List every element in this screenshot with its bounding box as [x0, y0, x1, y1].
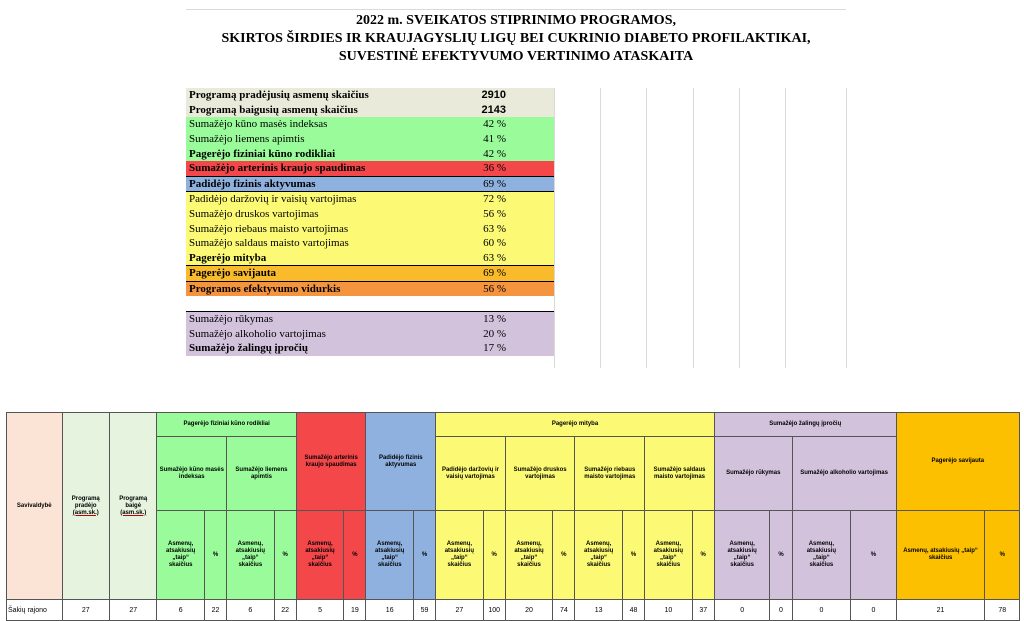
summary-label: Programą baigusių asmenų skaičius	[186, 103, 373, 118]
summary-label: Sumažėjo kūno masės indeksas	[186, 117, 373, 132]
cell-alkoholis-count: 0	[792, 600, 851, 621]
report-title	[186, 12, 846, 66]
summary-row	[186, 146, 554, 161]
gridline	[693, 88, 694, 368]
summary-value: 42 %	[373, 117, 554, 132]
summary-label: Sumažėjo riebaus maisto vartojimas	[186, 221, 373, 236]
summary-row	[186, 311, 554, 326]
summary-value: 63 %	[373, 251, 554, 266]
summary-value: 42 %	[373, 146, 554, 161]
title-line-1: 2022 m. SVEIKATOS STIPRINIMO PROGRAMOS,	[356, 13, 676, 28]
group-mityba: Pagerėjo mityba	[436, 413, 715, 437]
cell-aktyvumas-count: 16	[366, 600, 413, 621]
col-pct: %	[413, 511, 435, 600]
row-municipality: Šakių rajono	[7, 600, 63, 621]
sub-druska: Sumažėjo druskos vartojimas	[505, 437, 575, 511]
summary-row	[186, 281, 554, 296]
col-count-mid: atsakiusių	[584, 548, 614, 554]
cell-riebus-pct: 48	[622, 600, 644, 621]
col-count-prefix: Asmenų,	[167, 541, 194, 547]
sub-liemuo: Sumažėjo liemens apimtis	[227, 437, 297, 511]
municipality-table	[6, 412, 1020, 621]
cell-rukymas-pct: 0	[770, 600, 792, 621]
gridline	[846, 88, 847, 368]
summary-value: 56 %	[373, 281, 554, 296]
col-count-prefix: Asmenų,	[377, 541, 403, 547]
cell-spaudimas-pct: 19	[344, 600, 366, 621]
col-count	[645, 511, 692, 600]
col-count-mid: atsakiusių	[806, 548, 837, 554]
summary-value: 72 %	[373, 192, 554, 207]
col-count-suffix: skaičius	[809, 562, 834, 568]
summary-row	[186, 192, 554, 207]
col-count-suffix: skaičius	[168, 562, 193, 568]
header-baige-label: Programą baigė	[119, 495, 148, 509]
header-pradejo-label: Programą pradėjo	[71, 495, 100, 509]
col-count-quote: „taip“	[451, 555, 468, 561]
col-pct: %	[622, 511, 644, 600]
col-count	[792, 511, 851, 600]
gridline	[600, 88, 601, 368]
summary-row	[186, 207, 554, 222]
summary-value: 20 %	[373, 327, 554, 342]
summary-value: 36 %	[373, 161, 554, 176]
col-count-mid: atsakiusių	[305, 548, 335, 554]
cell-darzoves-count: 27	[436, 600, 483, 621]
col-count-prefix: Asmenų,	[237, 541, 263, 547]
summary-value: 56 %	[373, 207, 554, 222]
summary-value: 17 %	[373, 341, 554, 356]
col-count-prefix: Asmenų,	[586, 541, 612, 547]
summary-label: Sumažėjo arterinis kraujo spaudimas	[186, 161, 373, 176]
col-count-savijauta: Asmenų, atsakiusių „taip“ skaičius	[896, 511, 985, 600]
summary-value	[373, 296, 554, 311]
summary-label: Sumažėjo druskos vartojimas	[186, 207, 373, 222]
col-count-mid: atsakiusių	[727, 548, 757, 554]
col-count-suffix: skaičius	[586, 562, 611, 568]
col-count	[366, 511, 413, 600]
summary-row	[186, 117, 554, 132]
summary-label: Sumažėjo rūkymas	[186, 311, 373, 326]
col-count-suffix: skaičius	[238, 562, 263, 568]
gridline	[554, 88, 555, 368]
header-pradejo	[62, 413, 109, 600]
summary-value: 2143	[373, 103, 554, 118]
cell-aktyvumas-pct: 59	[413, 600, 435, 621]
cell-saldus-count: 10	[645, 600, 692, 621]
header-baige	[109, 413, 156, 600]
cell-alkoholis-pct: 0	[851, 600, 896, 621]
group-aktyvumas: Padidėjo fizinis aktyvumas	[366, 413, 436, 511]
summary-row	[186, 103, 554, 118]
data-row	[7, 600, 1020, 621]
col-count-quote: „taip“	[381, 555, 399, 561]
col-pct: %	[985, 511, 1020, 600]
col-pct: %	[274, 511, 296, 600]
col-pct: %	[770, 511, 792, 600]
summary-value: 41 %	[373, 132, 554, 147]
group-spaudimas: Sumažėjo arterinis kraujo spaudimas	[296, 413, 366, 511]
sub-kmi: Sumažėjo kūno masės indeksas	[157, 437, 227, 511]
col-count-mid: atsakiusių	[165, 548, 196, 554]
col-count-mid: atsakiusių	[375, 548, 405, 554]
summary-label: Sumažėjo liemens apimtis	[186, 132, 373, 147]
header-row-2	[7, 437, 1020, 511]
col-count	[227, 511, 274, 600]
summary-value: 69 %	[373, 176, 554, 192]
col-count-suffix: skaičius	[447, 562, 472, 568]
cell-rukymas-count: 0	[714, 600, 770, 621]
summary-row	[186, 236, 554, 251]
col-pct: %	[344, 511, 366, 600]
col-count-quote: „taip“	[590, 555, 608, 561]
col-count-suffix: skaičius	[517, 562, 541, 568]
header-savivaldybe: Savivaldybė	[7, 413, 63, 600]
cell-darzoves-pct: 100	[483, 600, 505, 621]
col-count-quote: „taip“	[311, 555, 329, 561]
sub-rukymas: Sumažėjo rūkymas	[714, 437, 792, 511]
col-count	[296, 511, 343, 600]
summary-row	[186, 221, 554, 236]
header-asm-sk: (asm.sk.)	[72, 509, 99, 516]
summary-label: Programos efektyvumo vidurkis	[186, 281, 373, 296]
summary-value: 2910	[373, 88, 554, 103]
gridline	[646, 88, 647, 368]
col-count-prefix: Asmenų,	[307, 541, 333, 547]
col-pct: %	[483, 511, 505, 600]
col-count-quote: „taip“	[660, 555, 677, 561]
col-count-mid: atsakiusių	[653, 548, 684, 554]
col-count-suffix: skaičius	[656, 562, 681, 568]
cell-riebus-count: 13	[575, 600, 622, 621]
title-line-3: SUVESTINĖ EFEKTYVUMO VERTINIMO ATASKAITA	[338, 49, 694, 64]
summary-row	[186, 88, 554, 103]
col-count-suffix: skaičius	[308, 562, 332, 568]
col-count-prefix: Asmenų,	[516, 541, 542, 547]
col-count-quote: „taip“	[241, 555, 259, 561]
summary-label	[186, 296, 373, 311]
summary-row	[186, 132, 554, 147]
col-pct: %	[553, 511, 575, 600]
cell-kmi-count: 6	[157, 600, 204, 621]
col-pct: %	[851, 511, 896, 600]
summary-row	[186, 176, 554, 192]
summary-label: Pagerėjo fiziniai kūno rodikliai	[186, 146, 373, 161]
gridline	[739, 88, 740, 368]
summary-row	[186, 327, 554, 342]
summary-value: 69 %	[373, 266, 554, 282]
sub-darzoves: Padidėjo daržovių ir vaisių vartojimas	[436, 437, 506, 511]
col-count-mid: atsakiusių	[235, 548, 265, 554]
header-asm-sk: (asm.sk.)	[120, 509, 147, 516]
col-count-mid: atsakiusių	[444, 548, 475, 554]
sub-alkoholis: Sumažėjo alkoholio vartojimas	[792, 437, 896, 511]
col-count-prefix: Asmenų,	[446, 541, 473, 547]
col-count-quote: „taip“	[520, 555, 538, 561]
col-count-suffix: skaičius	[377, 562, 402, 568]
col-count-mid: atsakiusių	[514, 548, 544, 554]
header-row-3	[7, 511, 1020, 600]
cell-baige: 27	[109, 600, 156, 621]
summary-row	[186, 251, 554, 266]
col-count-prefix: Asmenų,	[808, 541, 835, 547]
group-savijauta: Pagerėjo savijauta	[896, 413, 1019, 511]
sub-riebus: Sumažėjo riebaus maisto vartojimas	[575, 437, 645, 511]
col-count-quote: „taip“	[813, 555, 830, 561]
col-pct: %	[204, 511, 226, 600]
summary-row-spacer	[186, 296, 554, 311]
summary-value: 13 %	[373, 311, 554, 326]
summary-label: Padidėjo fizinis aktyvumas	[186, 176, 373, 192]
cell-druska-count: 20	[505, 600, 552, 621]
header-row-1	[7, 413, 1020, 437]
cell-savijauta-count: 21	[896, 600, 985, 621]
col-count-suffix: skaičius	[730, 562, 754, 568]
col-count	[505, 511, 552, 600]
cell-kmi-pct: 22	[204, 600, 226, 621]
sub-saldus: Sumažėjo saldaus maisto vartojimas	[645, 437, 715, 511]
cell-saldus-pct: 37	[692, 600, 714, 621]
cell-liemuo-count: 6	[227, 600, 274, 621]
group-fiziniai: Pagerėjo fiziniai kūno rodikliai	[157, 413, 296, 437]
col-count-prefix: Asmenų,	[729, 541, 755, 547]
summary-label: Padidėjo daržovių ir vaisių vartojimas	[186, 192, 373, 207]
gridline	[785, 88, 786, 368]
summary-value: 63 %	[373, 221, 554, 236]
cell-savijauta-pct: 78	[985, 600, 1020, 621]
summary-row	[186, 161, 554, 176]
summary-label: Pagerėjo mityba	[186, 251, 373, 266]
col-count-quote: „taip“	[733, 555, 751, 561]
summary-row	[186, 341, 554, 356]
col-count	[436, 511, 483, 600]
col-count	[157, 511, 204, 600]
cell-druska-pct: 74	[553, 600, 575, 621]
summary-label: Sumažėjo saldaus maisto vartojimas	[186, 236, 373, 251]
col-count-quote: „taip“	[172, 555, 189, 561]
col-pct: %	[692, 511, 714, 600]
cell-pradejo: 27	[62, 600, 109, 621]
summary-table	[186, 88, 554, 356]
cell-liemuo-pct: 22	[274, 600, 296, 621]
col-count	[714, 511, 770, 600]
title-line-2: SKIRTOS ŠIRDIES IR KRAUJAGYSLIŲ LIGŲ BEI CUKRINIO DIABETO PROFILAKTIKAI,	[221, 31, 811, 46]
col-count	[575, 511, 622, 600]
top-rule	[186, 9, 846, 10]
summary-value: 60 %	[373, 236, 554, 251]
summary-label: Sumažėjo žalingų įpročių	[186, 341, 373, 356]
group-zalingi: Sumažėjo žalingų įpročių	[714, 413, 896, 437]
summary-label: Sumažėjo alkoholio vartojimas	[186, 327, 373, 342]
cell-spaudimas-count: 5	[296, 600, 343, 621]
summary-label: Programą pradėjusių asmenų skaičius	[186, 88, 373, 103]
col-count-prefix: Asmenų,	[655, 541, 681, 547]
summary-row	[186, 266, 554, 282]
summary-label: Pagerėjo savijauta	[186, 266, 373, 282]
